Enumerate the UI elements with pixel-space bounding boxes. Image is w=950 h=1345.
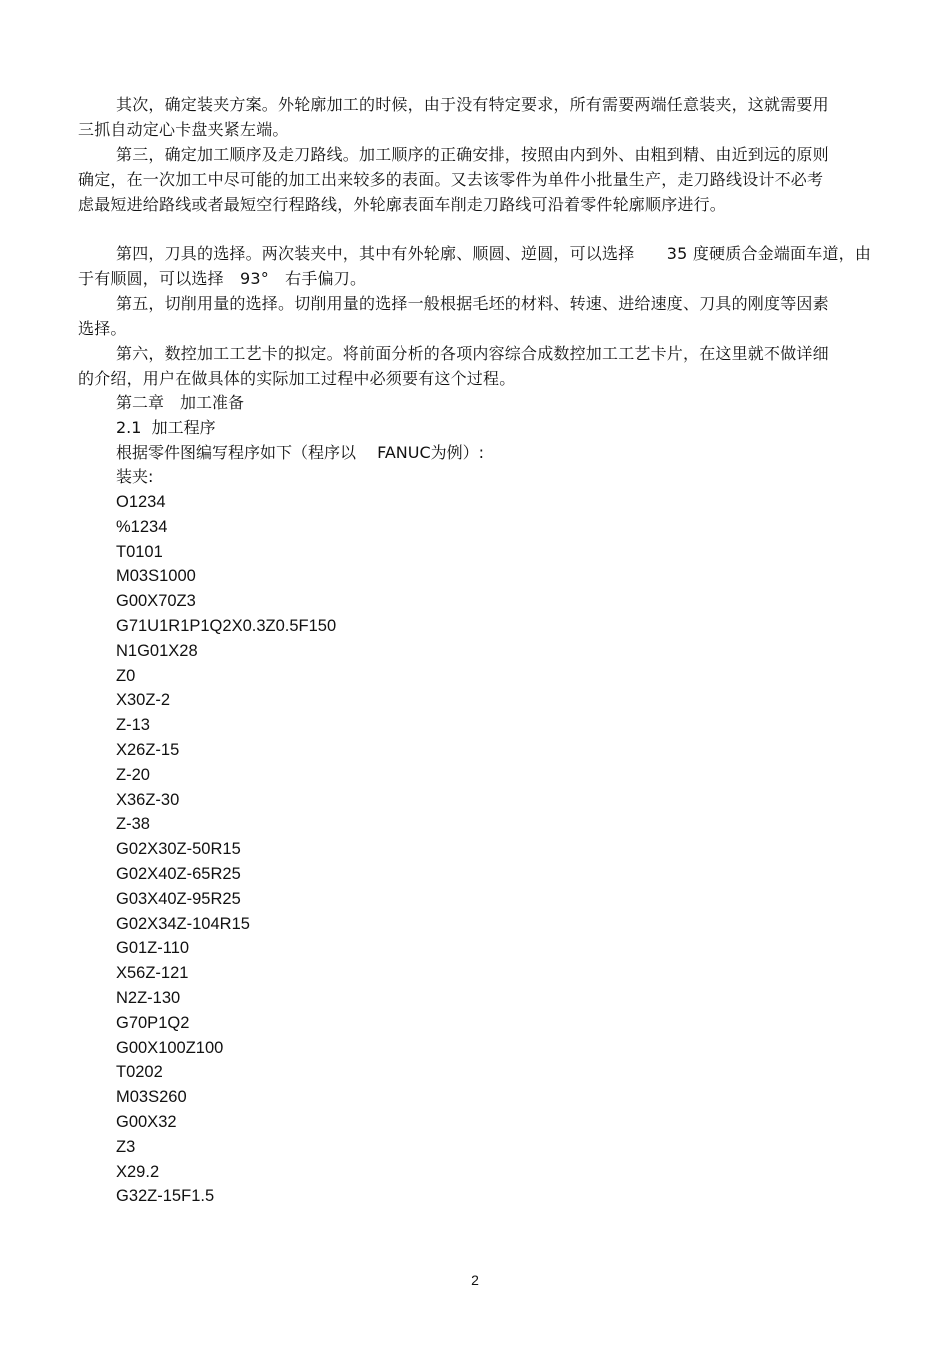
nc-program-listing [116, 490, 336, 1209]
nc-code-line: X30Z-2 [116, 691, 171, 710]
page-number: 2 [471, 1272, 479, 1288]
nc-code-line: O1234 [116, 493, 166, 511]
nc-code-line: G01Z-110 [116, 939, 190, 958]
nc-code-line: Z-38 [116, 815, 150, 834]
nc-code-line: Z-13 [116, 716, 150, 735]
nc-code-line: T0101 [116, 542, 163, 561]
nc-code-line: G02X30Z-50R15 [116, 840, 241, 859]
nc-code-line: %1234 [116, 517, 168, 536]
nc-code-line: G71U1R1P1Q2X0.3Z0.5F150 [116, 616, 337, 635]
nc-code-line: Z-20 [116, 765, 150, 784]
nc-code-line: G02X34Z-104R15 [116, 914, 250, 933]
clamp-label: 装夹: [116, 467, 154, 486]
nc-code-line: G00X70Z3 [116, 592, 196, 611]
nc-code-line: G32Z-15F1.5 [116, 1187, 215, 1206]
section-heading: 2.1 加工程序 [116, 418, 216, 437]
nc-code-line: G00X32 [116, 1112, 177, 1131]
nc-code-line: X36Z-30 [116, 790, 180, 809]
paragraph-clamping-plan: 其次，确定装夹方案。外轮廓加工的时候，由于没有特定要求，所有需要两端任意装夹，这就需要用三抓自动定心卡盘夹紧左端。 [78, 95, 829, 139]
paragraph-tool-selection: 第四，刀具的选择。两次装夹中，其中有外轮廓、顺圆、逆圆，可以选择 35 度硬质合金端面车道，由于有顺圆，可以选择 93° 右手偏刀。 [78, 244, 872, 288]
paragraph-machining-sequence: 第三，确定加工顺序及走刀路线。加工顺序的正确安排，按照由内到外、由粗到精、由近到远的原则确定，在一次加工中尽可能的加工出来较多的表面。又去该零件为单件小批量生产，走刀路线设计不必考虑最短进给路线或者最短空行程路线，外轮廓表面车削走刀路线可沿着零件轮廓顺序进行。 [78, 145, 829, 214]
paragraph-process-card: 第六，数控加工工艺卡的拟定。将前面分析的各项内容综合成数控加工工艺卡片，在这里就不做详细的介绍，用户在做具体的实际加工过程中必须要有这个过程。 [78, 344, 829, 388]
nc-code-line: G70P1Q2 [116, 1013, 190, 1032]
chapter-heading: 第二章 加工准备 [116, 393, 245, 412]
nc-code-line: G00X100Z100 [116, 1038, 224, 1057]
nc-code-line: G02X40Z-65R25 [116, 864, 241, 883]
nc-code-line: X26Z-15 [116, 740, 180, 759]
nc-code-line: M03S1000 [116, 567, 196, 586]
program-intro-line: 根据零件图编写程序如下（程序以 FANUC为例）: [116, 443, 485, 462]
nc-code-line: G03X40Z-95R25 [116, 889, 241, 908]
paragraph-cutting-parameters: 第五，切削用量的选择。切削用量的选择一般根据毛坯的材料、转速、进给速度、刀具的刚度等因素选择。 [78, 294, 829, 338]
nc-code-line: X29.2 [116, 1162, 160, 1181]
nc-code-line: T0202 [116, 1063, 163, 1082]
nc-code-line: Z0 [116, 666, 136, 685]
nc-code-line: N1G01X28 [116, 641, 198, 660]
nc-code-line: M03S260 [116, 1088, 187, 1107]
nc-code-line: X56Z-121 [116, 964, 189, 983]
nc-code-line: N2Z-130 [116, 988, 181, 1007]
nc-code-line: Z3 [116, 1137, 136, 1156]
